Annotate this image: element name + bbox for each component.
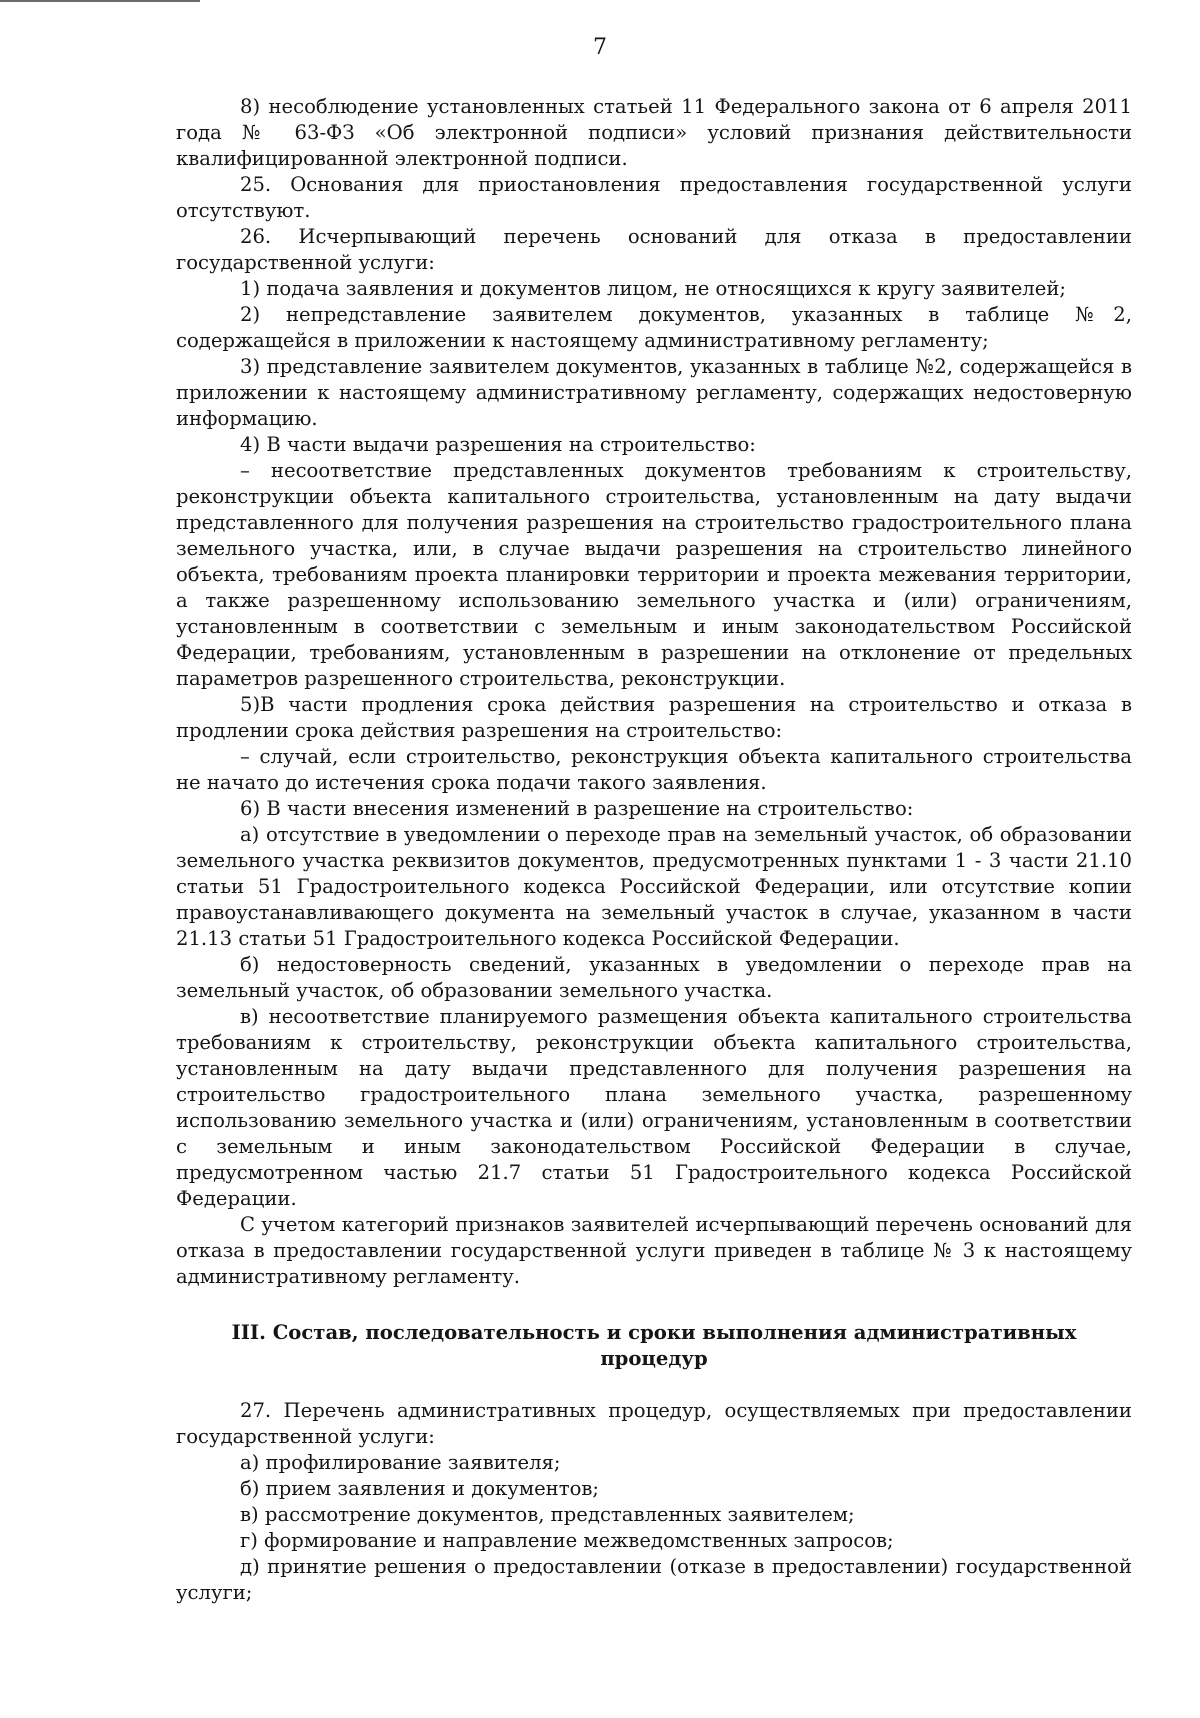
paragraph-26-item-2: 2) непредставление заявителем документов, указанных в таблице №2, содержащейся в приложении к настоящему административному регламенту;	[176, 303, 1132, 352]
paragraph-27-item-v: в) рассмотрение документов, представленных заявителем;	[240, 1503, 855, 1526]
paragraph-27-item-g: г) формирование и направление межведомственных запросов;	[240, 1529, 894, 1552]
paragraph-26-item-5: 5)В части продления срока действия разрешения на строительство и отказа в продлении срока действия разрешения на строительство:	[176, 693, 1132, 742]
section-heading: III. Состав, последовательность и сроки выполнения административных процедур	[231, 1321, 1077, 1370]
paragraph-27: 27. Перечень административных процедур, осуществляемых при предоставлении государственной услуги:	[176, 1399, 1132, 1448]
paragraph-26-item-5-dash: – случай, если строительство, реконструкция объекта капитального строительства не начато до истечения срока подачи такого заявления.	[176, 745, 1132, 794]
paragraph-25: 25. Основания для приостановления предоставления государственной услуги отсутствуют.	[176, 173, 1132, 222]
paragraph-26-item-6-v: в) несоответствие планируемого размещения объекта капитального строительства требованиям к строительству, реконструкции объекта капитального строительства, установленным на дату выдачи представленного для получения разрешения на строительство градостроительного плана земельного участка, разрешенному использованию земельного участка и (или) ограничениям, установленным в соответствии с земельным и иным законодательством Российской Федерации в случае, предусмотренном частью 21.7 статьи 51 Градостроительного кодекса Российской Федерации.	[176, 1005, 1132, 1210]
document-body	[176, 94, 1132, 1606]
paragraph-27-item-b: б) прием заявления и документов;	[240, 1477, 599, 1500]
scan-edge-line	[0, 0, 200, 2]
paragraph-26-item-1: 1) подача заявления и документов лицом, не относящихся к кругу заявителей;	[240, 277, 1066, 300]
paragraph-27-item-a: а) профилирование заявителя;	[240, 1451, 561, 1474]
paragraph-table-reference: С учетом категорий признаков заявителей исчерпывающий перечень оснований для отказа в предоставлении государственной услуги приведен в таблице № 3 к настоящему административному регламенту.	[176, 1213, 1132, 1288]
paragraph-26-item-6: 6) В части внесения изменений в разрешение на строительство:	[240, 797, 914, 820]
paragraph-26-item-4: 4) В части выдачи разрешения на строительство:	[240, 433, 756, 456]
paragraph-26-item-4-dash: – несоответствие представленных документов требованиям к строительству, реконструкции объекта капитального строительства, установленным на дату выдачи представленного для получения разрешения на строительство градостроительного плана земельного участка, или, в случае выдачи разрешения на строительство линейного объекта, требованиям проекта планировки территории и проекта межевания территории, а также разрешенному использованию земельного участка и (или) ограничениям, установленным в соответствии с земельным и иным законодательством Российской Федерации, требованиям, установленным в разрешении на отклонение от предельных параметров разрешенного строительства, реконструкции.	[176, 459, 1132, 690]
paragraph-item-8: 8) несоблюдение установленных статьей 11 Федерального закона от 6 апреля 2011 года № 63-ФЗ «Об электронной подписи» условий признания действительности квалифицированной электронной подписи.	[176, 95, 1132, 170]
paragraph-26: 26. Исчерпывающий перечень оснований для отказа в предоставлении государственной услуги:	[176, 225, 1132, 274]
paragraph-27-item-d: д) принятие решения о предоставлении (отказе в предоставлении) государственной услуги;	[176, 1555, 1132, 1604]
page-number: 7	[593, 35, 607, 60]
paragraph-26-item-3: 3) представление заявителем документов, указанных в таблице №2, содержащейся в приложении к настоящему административному регламенту, содержащих недостоверную информацию.	[176, 355, 1132, 430]
paragraph-26-item-6-b: б) недостоверность сведений, указанных в уведомлении о переходе прав на земельный участок, об образовании земельного участка.	[176, 953, 1132, 1002]
paragraph-26-item-6-a: а) отсутствие в уведомлении о переходе прав на земельный участок, об образовании земельного участка реквизитов документов, предусмотренных пунктами 1 - 3 части 21.10 статьи 51 Градостроительного кодекса Российской Федерации, или отсутствие копии правоустанавливающего документа на земельный участок в случае, указанном в части 21.13 статьи 51 Градостроительного кодекса Российской Федерации.	[176, 823, 1132, 950]
